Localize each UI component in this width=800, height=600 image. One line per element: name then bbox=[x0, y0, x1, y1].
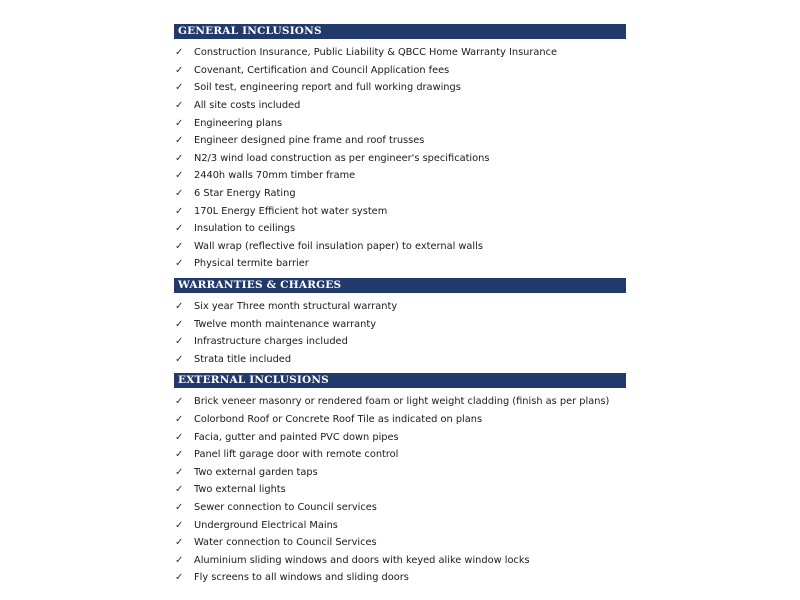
list-item bbox=[174, 255, 626, 273]
check-icon: ✓ bbox=[175, 572, 184, 584]
inclusions-document bbox=[174, 24, 626, 592]
external-inclusions-section bbox=[174, 373, 626, 587]
list-item bbox=[174, 351, 626, 369]
check-icon: ✓ bbox=[175, 188, 184, 200]
list-item-text: 170L Energy Efficient hot water system bbox=[194, 205, 388, 217]
general-inclusions-section bbox=[174, 24, 626, 273]
external-inclusions-header: EXTERNAL INCLUSIONS bbox=[174, 373, 626, 388]
check-icon: ✓ bbox=[175, 205, 184, 217]
list-item-text: Underground Electrical Mains bbox=[194, 519, 338, 531]
list-item-text: Water connection to Council Services bbox=[194, 537, 377, 549]
list-item-text: Colorbond Roof or Concrete Roof Tile as indicated on plans bbox=[194, 413, 483, 425]
check-icon: ✓ bbox=[175, 117, 184, 129]
list-item-text: Panel lift garage door with remote control bbox=[194, 449, 399, 461]
check-icon: ✓ bbox=[175, 135, 184, 147]
list-item bbox=[174, 428, 626, 446]
list-item bbox=[174, 150, 626, 168]
general-inclusions-list bbox=[174, 44, 626, 273]
list-item-text: Sewer connection to Council services bbox=[194, 501, 377, 513]
list-item-text: Strata title included bbox=[194, 353, 292, 365]
list-item bbox=[174, 298, 626, 316]
list-item bbox=[174, 446, 626, 464]
list-item bbox=[174, 551, 626, 569]
list-item bbox=[174, 499, 626, 517]
list-item-text: Aluminium sliding windows and doors with keyed alike window locks bbox=[194, 554, 530, 566]
general-inclusions-header: GENERAL INCLUSIONS bbox=[174, 24, 626, 39]
list-item bbox=[174, 333, 626, 351]
list-item bbox=[174, 569, 626, 587]
external-inclusions-list bbox=[174, 393, 626, 587]
list-item bbox=[174, 79, 626, 97]
list-item-text: Construction Insurance, Public Liability & QBCC Home Warranty Insurance bbox=[194, 47, 558, 59]
check-icon: ✓ bbox=[175, 82, 184, 94]
check-icon: ✓ bbox=[175, 301, 184, 313]
list-item bbox=[174, 97, 626, 115]
list-item bbox=[174, 481, 626, 499]
check-icon: ✓ bbox=[175, 170, 184, 182]
list-item bbox=[174, 238, 626, 256]
check-icon: ✓ bbox=[175, 466, 184, 478]
list-item-text: All site costs included bbox=[194, 100, 301, 112]
list-item-text: Twelve month maintenance warranty bbox=[194, 318, 377, 330]
list-item-text: Wall wrap (reflective foil insulation paper) to external walls bbox=[194, 240, 483, 252]
check-icon: ✓ bbox=[175, 318, 184, 330]
list-item bbox=[174, 202, 626, 220]
list-item-text: Engineer designed pine frame and roof trusses bbox=[194, 135, 425, 147]
check-icon: ✓ bbox=[175, 100, 184, 112]
list-item-text: Engineering plans bbox=[194, 117, 283, 129]
warranties-charges-list bbox=[174, 298, 626, 368]
list-item-text: 6 Star Energy Rating bbox=[194, 188, 296, 200]
check-icon: ✓ bbox=[175, 537, 184, 549]
check-icon: ✓ bbox=[175, 240, 184, 252]
list-item-text: N2/3 wind load construction as per engineer's specifications bbox=[194, 152, 490, 164]
list-item bbox=[174, 44, 626, 62]
list-item-text: Insulation to ceilings bbox=[194, 223, 296, 235]
check-icon: ✓ bbox=[175, 431, 184, 443]
list-item-text: Physical termite barrier bbox=[194, 258, 309, 270]
list-item-text: Soil test, engineering report and full working drawings bbox=[194, 82, 461, 94]
list-item-text: Facia, gutter and painted PVC down pipes bbox=[194, 431, 399, 443]
list-item-text: Six year Three month structural warranty bbox=[194, 301, 398, 313]
list-item-text: Fly screens to all windows and sliding doors bbox=[194, 572, 409, 584]
warranties-charges-section bbox=[174, 278, 626, 368]
list-item bbox=[174, 463, 626, 481]
check-icon: ✓ bbox=[175, 47, 184, 59]
check-icon: ✓ bbox=[175, 554, 184, 566]
warranties-charges-header: WARRANTIES & CHARGES bbox=[174, 278, 626, 293]
check-icon: ✓ bbox=[175, 449, 184, 461]
list-item bbox=[174, 516, 626, 534]
list-item-text: 2440h walls 70mm timber frame bbox=[194, 170, 356, 182]
check-icon: ✓ bbox=[175, 223, 184, 235]
list-item-text: Brick veneer masonry or rendered foam or light weight cladding (finish as per plans) bbox=[194, 396, 610, 408]
list-item bbox=[174, 114, 626, 132]
check-icon: ✓ bbox=[175, 152, 184, 164]
check-icon: ✓ bbox=[175, 501, 184, 513]
list-item bbox=[174, 315, 626, 333]
list-item-text: Two external lights bbox=[194, 484, 286, 496]
list-item bbox=[174, 534, 626, 552]
list-item bbox=[174, 220, 626, 238]
list-item bbox=[174, 411, 626, 429]
list-item-text: Two external garden taps bbox=[194, 466, 318, 478]
check-icon: ✓ bbox=[175, 484, 184, 496]
list-item bbox=[174, 393, 626, 411]
list-item-text: Covenant, Certification and Council Application fees bbox=[194, 64, 450, 76]
check-icon: ✓ bbox=[175, 353, 184, 365]
list-item bbox=[174, 185, 626, 203]
list-item bbox=[174, 167, 626, 185]
check-icon: ✓ bbox=[175, 413, 184, 425]
list-item bbox=[174, 62, 626, 80]
check-icon: ✓ bbox=[175, 396, 184, 408]
check-icon: ✓ bbox=[175, 519, 184, 531]
list-item-text: Infrastructure charges included bbox=[194, 336, 348, 348]
check-icon: ✓ bbox=[175, 336, 184, 348]
list-item bbox=[174, 132, 626, 150]
check-icon: ✓ bbox=[175, 64, 184, 76]
check-icon: ✓ bbox=[175, 258, 184, 270]
